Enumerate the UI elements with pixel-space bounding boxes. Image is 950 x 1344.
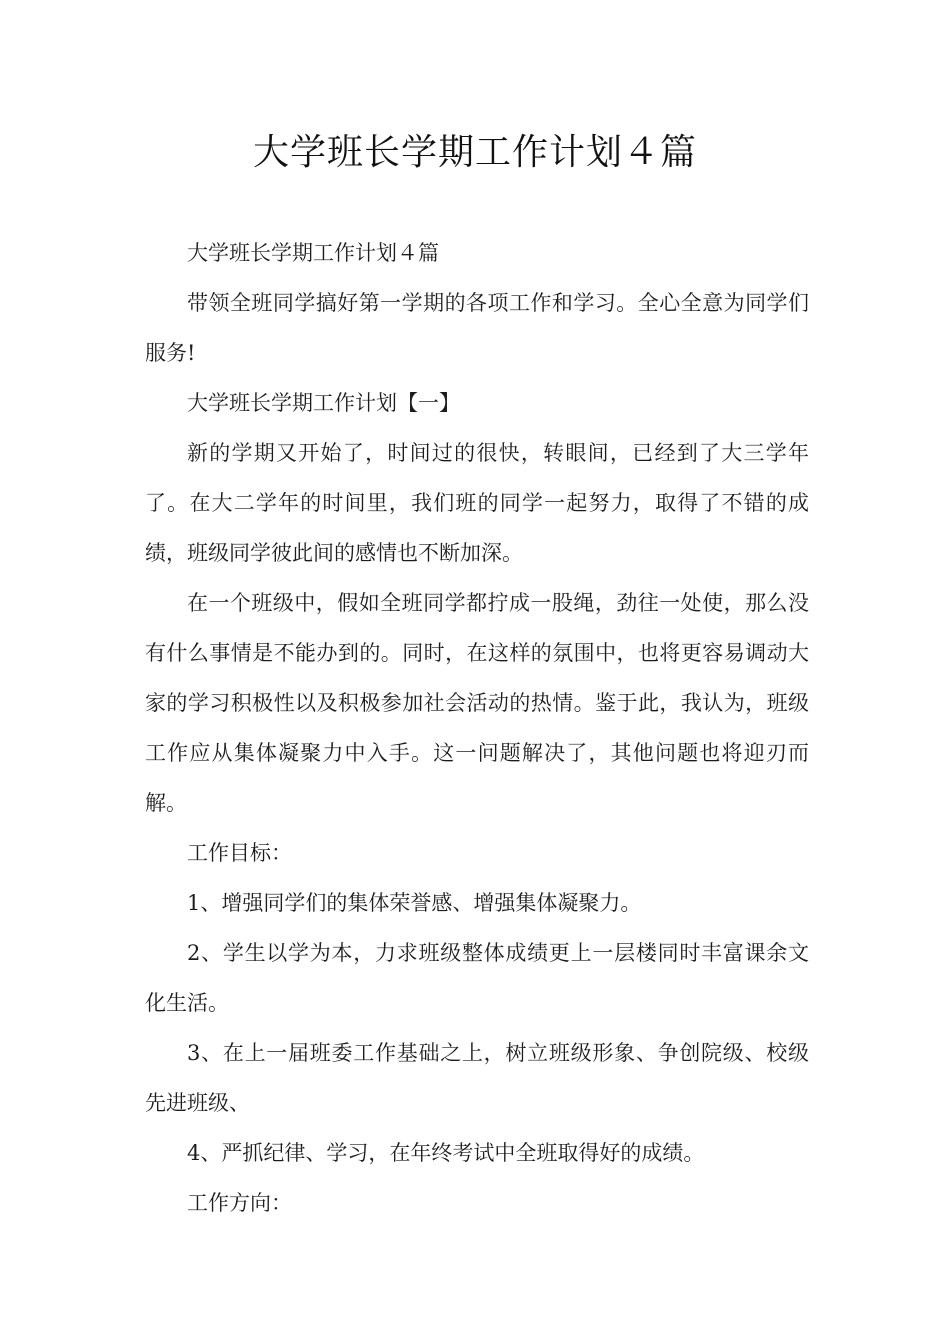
document-title: 大学班长学期工作计划４篇 <box>252 132 697 173</box>
goal-item-2: 2、学生以学为本，力求班级整体成绩更上一层楼同时丰富课余文化生活。 <box>145 941 809 1015</box>
section-heading-one: 大学班长学期工作计划【一】 <box>187 391 460 415</box>
heading-work-goals: 工作目标： <box>187 841 292 865</box>
goal-item-3: 3、在上一届班委工作基础之上，树立班级形象、争创院级、校级先进班级、 <box>145 1041 809 1115</box>
goal-item-1: 1、增强同学们的集体荣誉感、增强集体凝聚力。 <box>187 891 642 915</box>
paragraph-new-semester: 新的学期又开始了，时间过的很快，转眼间，已经到了大三学年了。在大二学年的时间里，我们班的同学一起努力，取得了不错的成绩，班级同学彼此间的感情也不断加深。 <box>145 441 809 565</box>
paragraph-cohesion: 在一个班级中，假如全班同学都拧成一股绳，劲往一处使，那么没有什么事情是不能办到的。同时，在这样的氛围中，也将更容易调动大家的学习积极性以及积极参加社会活动的热情。鉴于此，我认为，班级工作应从集体凝聚力中入手。这一问题解决了，其他问题也将迎刃而解。 <box>145 591 809 815</box>
paragraph-subtitle: 大学班长学期工作计划４篇 <box>187 241 439 265</box>
paragraph-intro: 带领全班同学搞好第一学期的各项工作和学习。全心全意为同学们服务! <box>145 291 809 365</box>
document-body <box>145 228 809 1228</box>
heading-work-direction: 工作方向： <box>187 1191 292 1215</box>
goal-item-4: 4、严抓纪律、学习，在年终考试中全班取得好的成绩。 <box>187 1141 705 1165</box>
